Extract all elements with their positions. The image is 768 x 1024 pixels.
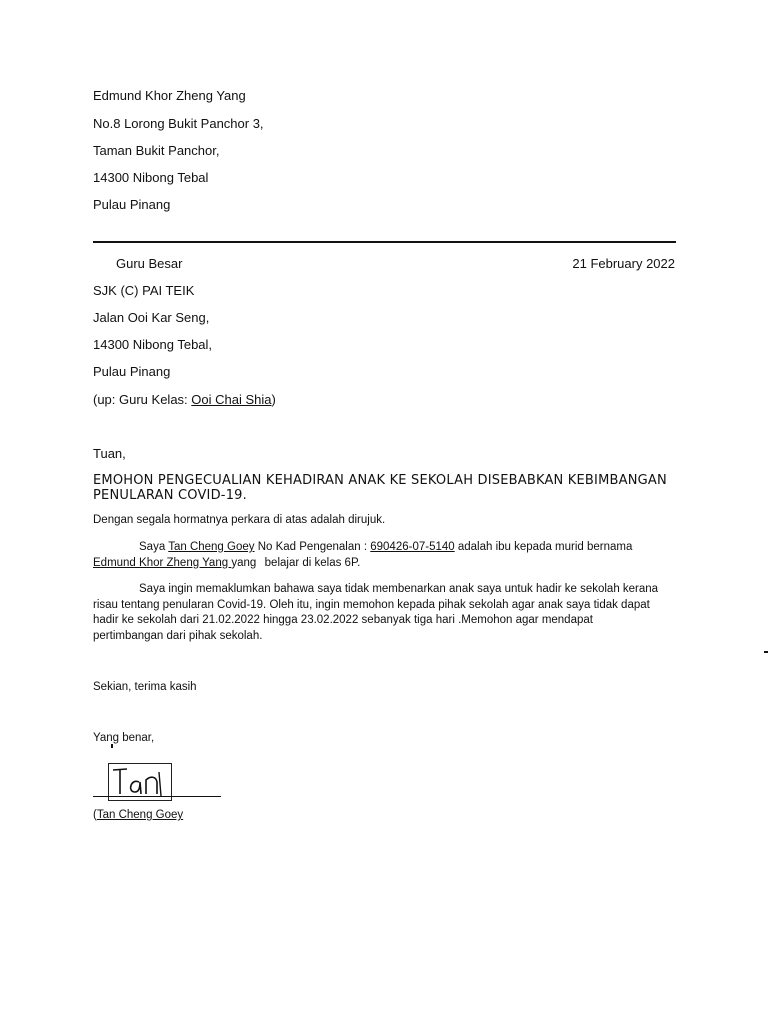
ic-number: 690426-07-5140 (370, 541, 455, 553)
parent-name: Tan Cheng Goey (168, 541, 255, 553)
sender-name: Edmund Khor Zheng Yang (93, 88, 246, 103)
salutation: Tuan, (93, 446, 126, 461)
header-divider (93, 241, 676, 243)
recipient-address-line-1: Jalan Ooi Kar Seng, (93, 310, 210, 325)
p2-line-4: pertimbangan dari pihak sekolah. (93, 629, 263, 642)
signature-line (93, 796, 221, 797)
paragraph-1 (93, 540, 673, 571)
attention-prefix: (up: Guru Kelas: (93, 392, 192, 407)
recipient-address-line-2: 14300 Nibong Tebal, (93, 337, 213, 352)
attention-line (93, 392, 276, 407)
subject-heading: EMOHON PENGECUALIAN KEHADIRAN ANAK KE SEKOLAH DISEBABKAN KEBIMBANGAN PENULARAN COVID-19. (93, 473, 667, 503)
sender-address-line-3: 14300 Nibong Tebal (93, 170, 209, 185)
p2-line-2: risau tentang penularan Covid-19. Oleh itu, ingin memohon kepada pihak sekolah agar anak saya tidak dapat (93, 598, 650, 611)
attention-suffix: ) (271, 392, 276, 407)
signer-prefix: ( (93, 809, 97, 821)
handwritten-signature-image (109, 764, 171, 800)
p2-line-3: hadir ke sekolah dari 21.02.2022 hingga 23.02.2022 sebanyak tiga hari .Memohon agar mendapat (93, 614, 593, 626)
sender-address-line-4: Pulau Pinang (93, 197, 171, 212)
recipient-title: Guru Besar (116, 256, 183, 271)
p1-text-d: yang (231, 556, 260, 569)
recipient-address-line-3: Pulau Pinang (93, 364, 171, 379)
opening-line: Dengan segala hormatnya perkara di atas adalah dirujuk. (93, 514, 386, 526)
letter-date: 21 February 2022 (572, 256, 675, 271)
edge-mark (764, 651, 768, 653)
closing-yours: Yang benar, (93, 732, 155, 744)
recipient-school: SJK (C) PAI TEIK (93, 283, 195, 298)
student-name: Edmund Khor Zheng Yang (93, 556, 232, 569)
sender-address-line-1: No.8 Lorong Bukit Panchor 3, (93, 116, 264, 131)
p2-line-1: Saya ingin memaklumkan bahawa saya tidak membenarkan anak saya untuk hadir ke sekolah kerana (139, 583, 659, 595)
sender-address-line-2: Taman Bukit Panchor, (93, 143, 220, 158)
class-teacher-name: Ooi Chai Shia (191, 392, 272, 407)
p1-text-e: belajar di kelas 6P. (261, 556, 361, 569)
p1-text-a: Saya (139, 541, 169, 553)
p1-text-c: adalah ibu kepada murid bernama (454, 541, 633, 553)
signer-name: Tan Cheng Goey (96, 809, 184, 821)
signer-line (93, 809, 183, 821)
paragraph-2 (93, 582, 673, 644)
p1-text-b: No Kad Pengenalan : (254, 541, 371, 553)
cursor-mark (111, 744, 113, 748)
closing-thanks: Sekian, terima kasih (93, 681, 197, 693)
